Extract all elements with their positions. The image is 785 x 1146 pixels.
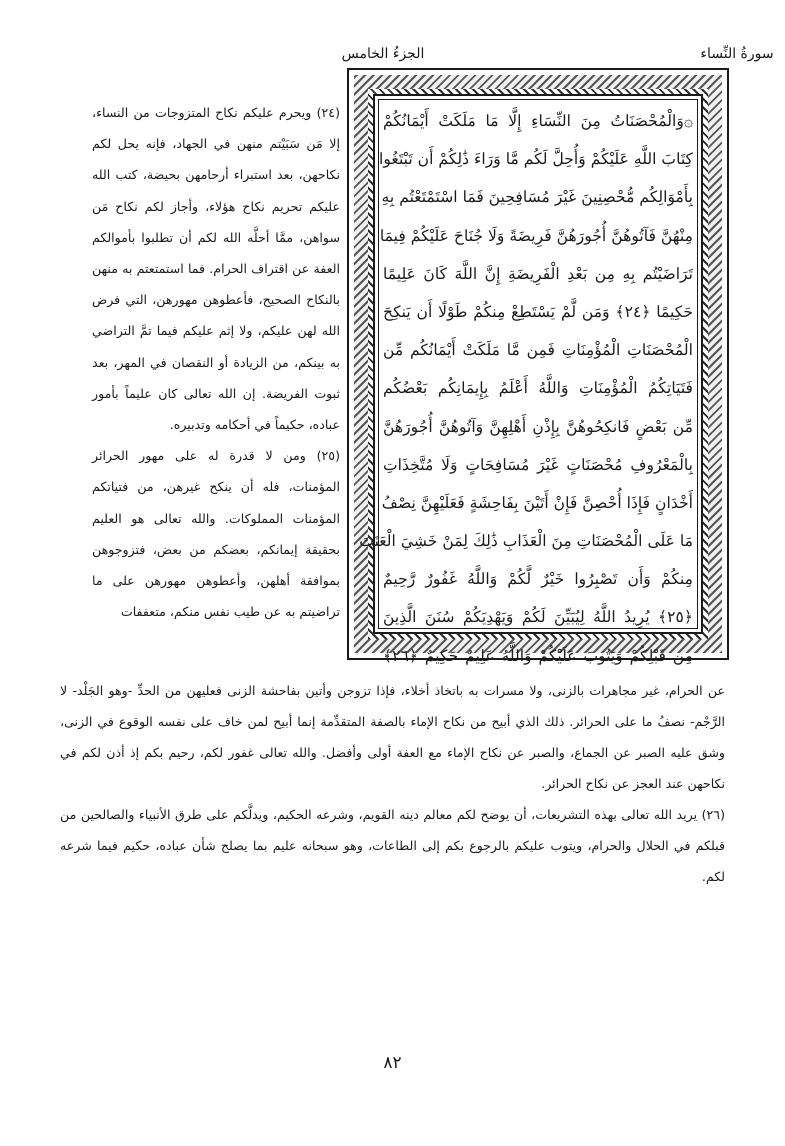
juz-header: الجزءُ الخامس (341, 46, 425, 62)
quran-text-frame (347, 68, 729, 665)
quran-line: بِأَمْوَالِكُم مُّحْصِنِينَ غَيْرَ مُسَافِحِينَ فَمَا اسْتَمْتَعْتُم بِهِ (381, 188, 693, 207)
quran-line: بِالْمَعْرُوفِ مُحْصَنَاتٍ غَيْرَ مُسَافِحَاتٍ وَلَا مُتَّخِذَاتِ (383, 455, 693, 474)
quran-line: ۞وَالْمُحْصَنَاتُ مِنَ النِّسَاءِ إِلَّا مَا مَلَكَتْ أَيْمَانُكُمْ (383, 112, 693, 130)
quran-line: أَخْدَانٍ فَإِذَا أُحْصِنَّ فَإِنْ أَتَيْنَ بِفَاحِشَةٍ فَعَلَيْهِنَّ نِصْفُ (381, 493, 693, 512)
quran-line: الْمُحْصَنَاتِ الْمُؤْمِنَاتِ فَمِن مَّا مَلَكَتْ أَيْمَانُكُم مِّن (383, 341, 693, 360)
tafsir-full-width (60, 675, 725, 892)
quran-line: مِن قَبْلِكُمْ وَيَتُوبَ عَلَيْكُمْ وَاللَّهُ عَلِيمٌ حَكِيمٌ ﴿٢٦﴾ (383, 646, 693, 665)
page-number: ٨٢ (383, 1053, 402, 1073)
tafsir-paragraph-26: (٢٦) يريد الله تعالى بهذه التشريعات، أن يوضح لكم معالم دينه القويم، وشرعه الحكيم، ويدلَّكم على طرق الأنبياء والصالحين من قبلكم في الحلال والحرام، ويتوب عليكم بالرجوع بكم إلى الطاعات، وهو سبحانه عليم بما يصلح شأن عباده، حكيم فيما شرعه لكم. (60, 807, 725, 884)
tafsir-paragraph-25: (٢٥) ومن لا قدرة له على مهور الحرائر المؤمنات، فله أن ينكح غيرهن، من فتياتكم المؤمنات المملوكات. والله تعالى هو العليم بحقيقة إيمانكم، بعضكم من بعض، فتزوجوهن بموافقة أهلهن، وأعطوهن مهورهن على ما تراضيتم به عن طيب نفس منكم، متعففات (92, 448, 340, 620)
quran-line: كِتَابَ اللَّهِ عَلَيْكُمْ وَأُحِلَّ لَكُم مَّا وَرَاءَ ذَٰلِكُمْ أَن تَبْتَغُوا (379, 150, 693, 169)
quran-line: مِنكُمْ وَأَن تَصْبِرُوا خَيْرٌ لَّكُمْ وَاللَّهُ غَفُورٌ رَّحِيمٌ (383, 570, 693, 589)
surah-header: سورةُ النِّساء (700, 46, 774, 62)
quran-line: ﴿٢٥﴾ يُرِيدُ اللَّهُ لِيُبَيِّنَ لَكُمْ وَيَهْدِيَكُمْ سُنَنَ الَّذِينَ (383, 608, 693, 627)
tafsir-paragraph-24: (٢٤) ويحرم عليكم نكاح المتزوجات من النساء، إلا مَن سَبَيْتم منهن في الجهاد، فإنه يحل لكم نكاحهن، بعد استبراء أرحامهن بحيضة، كتب الله عليكم تحريم نكاح هؤلاء، وأجاز لكم نكاح مَن سواهن، ممَّا أحلَّه الله لكم أن تطلبوا بأموالكم العفة عن اقتراف الحرام. فما استمتعتم به منهن بالنكاح الصحيح، فأعطوهن مهورهن، التي فرض الله لهن عليكم، ولا إثم عليكم فيما تمَّ التراضي به بينكم، من الزيادة أو النقصان في المهر، بعد ثبوت الفريضة. إن الله تعالى كان عليماً بأمور عباده، حكيماً في أحكامه وتدبيره. (92, 105, 340, 433)
quran-line: مِّن بَعْضٍ فَانكِحُوهُنَّ بِإِذْنِ أَهْلِهِنَّ وَآتُوهُنَّ أُجُورَهُنَّ (383, 417, 693, 436)
quran-text-block (359, 94, 703, 665)
tafsir-side-column (92, 97, 340, 627)
tafsir-paragraph-25-continued: عن الحرام، غير مجاهرات بالزنى، ولا مسرات به باتخاذ أخلاء، فإذا تزوجن وأتين بفاحشة الزنى فعليهن من الحدِّ -وهو الجَلْد- لا الرَّجْم- نصفُ ما على الحرائر. ذلك الذي أبيح من نكاح الإماء بالصفة المتقدِّمة إنما أبيح لمن خاف على نفسه الوقوع في الزنى، وشق عليه الصبر عن الجماع، والصبر عن نكاح الإماء مع العفة أولى وأفضل. والله تعالى غفور لكم، رحيم بكم إذ أذن لكم في نكاحهن عند العجز عن نكاح الحرائر. (60, 683, 725, 791)
quran-line: مَا عَلَى الْمُحْصَنَاتِ مِنَ الْعَذَابِ ذَٰلِكَ لِمَنْ خَشِيَ الْعَنَتَ (359, 532, 693, 551)
quran-line: حَكِيمًا ﴿٢٤﴾ وَمَن لَّمْ يَسْتَطِعْ مِنكُمْ طَوْلًا أَن يَنكِحَ (383, 302, 693, 321)
quran-line: مِنْهُنَّ فَآتُوهُنَّ أُجُورَهُنَّ فَرِيضَةً وَلَا جُنَاحَ عَلَيْكُمْ فِيمَا (379, 226, 693, 245)
quran-line: تَرَاضَيْتُم بِهِ مِن بَعْدِ الْفَرِيضَةِ إِنَّ اللَّهَ كَانَ عَلِيمًا (383, 264, 693, 283)
quran-line: فَتَيَاتِكُمُ الْمُؤْمِنَاتِ وَاللَّهُ أَعْلَمُ بِإِيمَانِكُم بَعْضُكُم (383, 379, 693, 398)
